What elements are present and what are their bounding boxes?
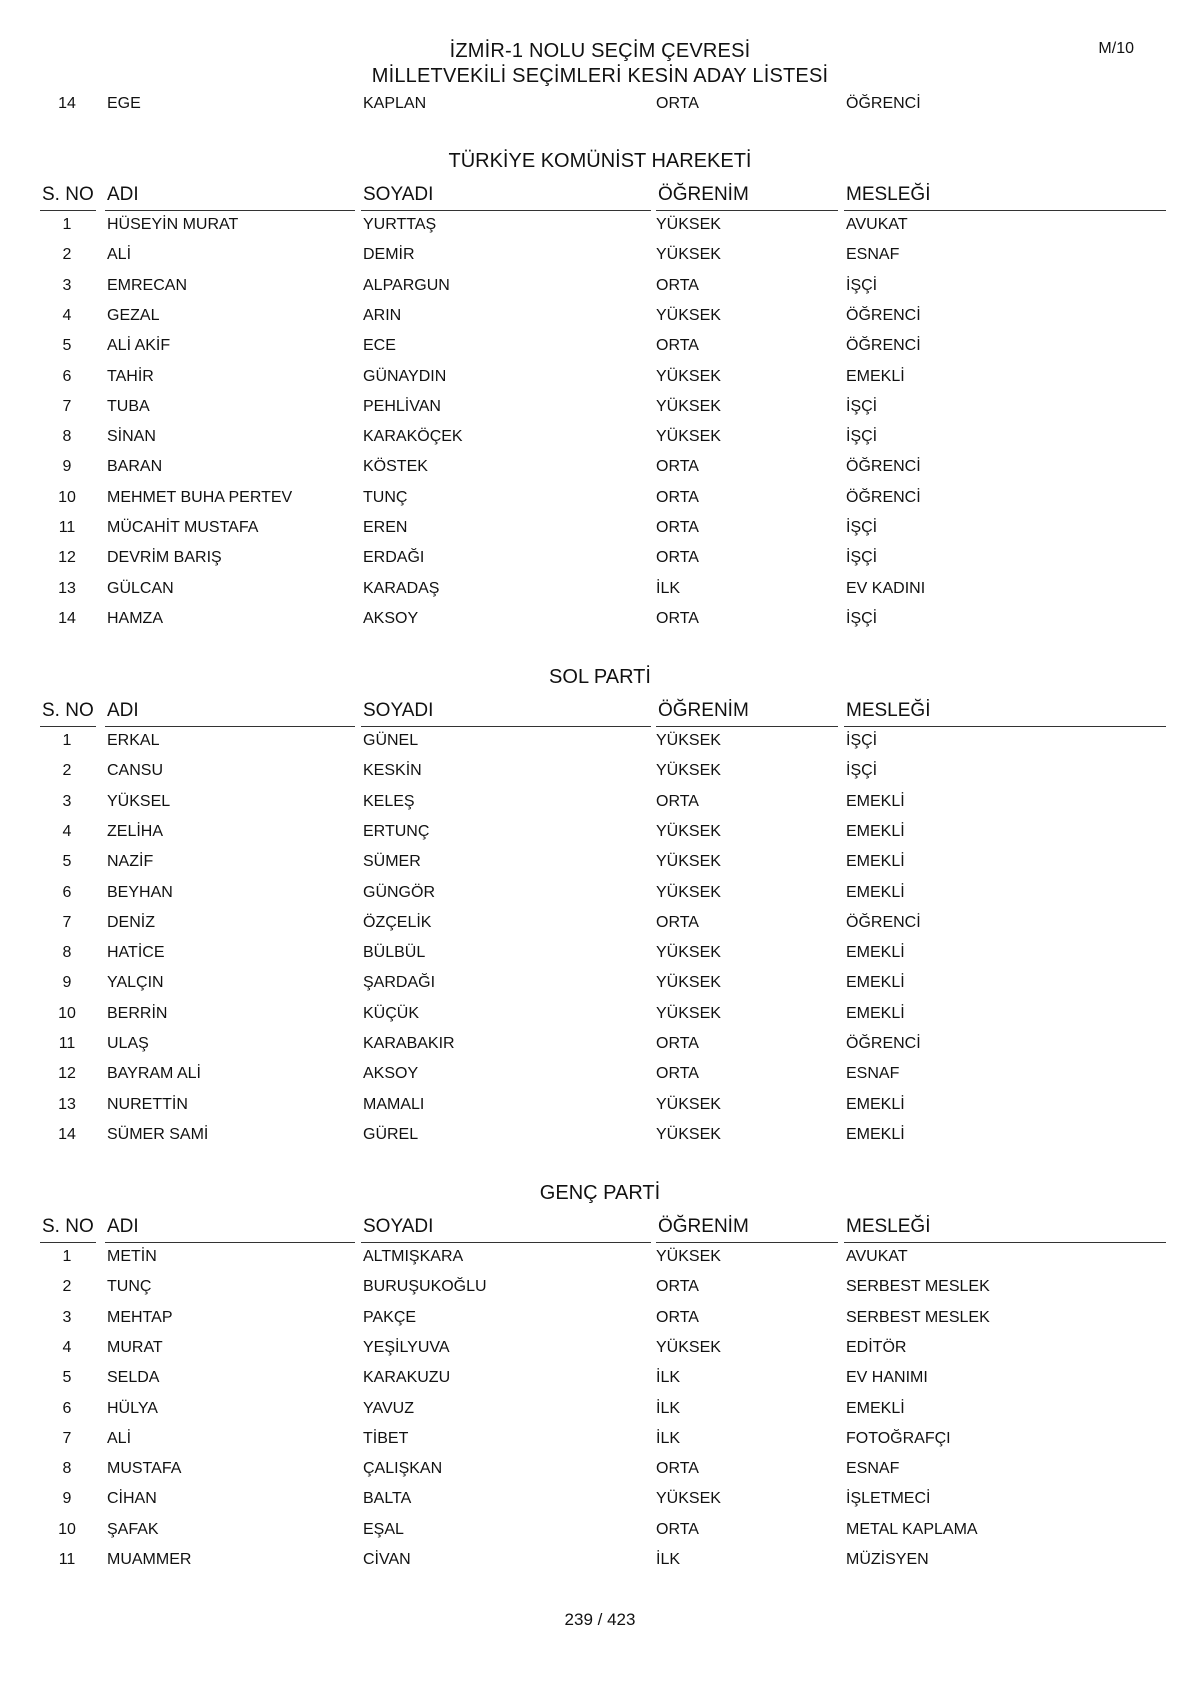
table-row — [0, 1309, 1200, 1331]
first-name-cell: MÜCAHİT MUSTAFA — [107, 519, 259, 536]
first-name-cell: SELDA — [107, 1369, 160, 1387]
table-row — [0, 1248, 1200, 1270]
header-underline — [361, 210, 651, 211]
surname-cell: ALTMIŞKARA — [363, 1248, 464, 1265]
surname-cell: ÇALIŞKAN — [363, 1460, 443, 1478]
table-row — [0, 549, 1200, 571]
first-name-cell: BEYHAN — [107, 883, 173, 901]
first-name-cell: GÜLCAN — [107, 579, 174, 597]
education-cell: YÜKSEK — [656, 428, 721, 446]
profession-cell: İŞÇİ — [846, 276, 878, 294]
sno-cell: 1 — [62, 1248, 72, 1265]
header-underline — [844, 210, 1166, 211]
surname-cell: KÖSTEK — [363, 458, 428, 476]
table-row — [0, 489, 1200, 511]
first-name-cell: MURAT — [107, 1338, 163, 1356]
profession-cell: ÖĞRENCİ — [846, 337, 921, 355]
first-name-cell: TAHİR — [107, 367, 154, 385]
table-row — [0, 519, 1200, 541]
table-row — [0, 1490, 1200, 1512]
column-header-name: ADI — [107, 700, 139, 721]
table-header — [0, 700, 1200, 728]
party-title: TÜRKİYE KOMÜNİST HAREKETİ — [448, 150, 752, 172]
table-row — [0, 1460, 1200, 1482]
surname-cell: TUNÇ — [363, 488, 408, 506]
surname-cell: KARAKUZU — [363, 1369, 451, 1387]
first-name-cell: DEVRİM BARIŞ — [107, 549, 222, 567]
profession-cell: METAL KAPLAMA — [846, 1520, 978, 1538]
profession-cell: ÖĞRENCİ — [846, 95, 921, 112]
education-cell: YÜKSEK — [656, 944, 721, 962]
sno-cell: 10 — [58, 1520, 76, 1538]
surname-cell: AKSOY — [363, 609, 419, 627]
profession-cell: ESNAF — [846, 1460, 900, 1478]
header-underline — [844, 1242, 1166, 1243]
document-title: İZMİR-1 NOLU SEÇİM ÇEVRESİ — [449, 40, 751, 62]
table-row — [0, 914, 1200, 936]
profession-cell: SERBEST MESLEK — [846, 1308, 990, 1326]
first-name-cell: ERKAL — [107, 732, 160, 749]
surname-cell: KÜÇÜK — [363, 1004, 420, 1022]
table-row — [0, 1035, 1200, 1057]
first-name-cell: SÜMER SAMİ — [107, 1125, 209, 1143]
first-name-cell: NURETTİN — [107, 1095, 188, 1113]
surname-cell: EŞAL — [363, 1520, 404, 1538]
sno-cell: 10 — [58, 1004, 76, 1022]
header-underline — [361, 726, 651, 727]
first-name-cell: CANSU — [107, 762, 164, 780]
party-title: GENÇ PARTİ — [539, 1182, 661, 1204]
surname-cell: TİBET — [363, 1429, 409, 1447]
profession-cell: EV HANIMI — [846, 1369, 928, 1387]
header-underline — [40, 726, 96, 727]
education-cell: ORTA — [656, 1065, 699, 1083]
profession-cell: İŞÇİ — [846, 609, 878, 627]
sno-cell: 2 — [62, 1278, 72, 1296]
surname-cell: KARAKÖÇEK — [363, 428, 463, 446]
document-subtitle: MİLLETVEKİLİ SEÇİMLERİ KESİN ADAY LİSTESİ — [371, 65, 829, 87]
first-name-cell: BARAN — [107, 458, 163, 476]
surname-cell: MAMALI — [363, 1095, 425, 1113]
education-cell: İLK — [656, 1399, 681, 1417]
education-cell: YÜKSEK — [656, 883, 721, 901]
table-row — [0, 762, 1200, 784]
first-name-cell: HATİCE — [107, 944, 165, 962]
first-name-cell: ŞAFAK — [107, 1520, 159, 1538]
table-row — [0, 1005, 1200, 1027]
profession-cell: İŞÇİ — [846, 732, 878, 749]
profession-cell: EV KADINI — [846, 579, 926, 597]
column-header-profession: MESLEĞİ — [846, 184, 931, 205]
surname-cell: DEMİR — [363, 246, 415, 264]
sno-cell: 8 — [62, 428, 72, 446]
surname-cell: SÜMER — [363, 853, 421, 871]
education-cell: ORTA — [656, 519, 699, 536]
sno-cell: 12 — [58, 549, 76, 567]
education-cell: ORTA — [656, 95, 699, 112]
first-name-cell: ALİ — [107, 246, 132, 264]
sno-cell: 11 — [58, 519, 76, 536]
education-cell: YÜKSEK — [656, 1490, 721, 1508]
sno-cell: 10 — [58, 488, 76, 506]
sno-cell: 3 — [62, 276, 72, 294]
first-name-cell: ULAŞ — [107, 1035, 149, 1052]
profession-cell: AVUKAT — [846, 216, 908, 233]
surname-cell: BÜLBÜL — [363, 944, 426, 962]
column-header-surname: SOYADI — [363, 700, 434, 721]
education-cell: ORTA — [656, 1308, 699, 1326]
profession-cell: ÖĞRENCİ — [846, 488, 921, 506]
sno-cell: 4 — [62, 1338, 72, 1356]
table-row — [0, 1400, 1200, 1422]
profession-cell: ÖĞRENCİ — [846, 458, 921, 476]
first-name-cell: SİNAN — [107, 428, 156, 446]
profession-cell: EMEKLİ — [846, 1125, 905, 1143]
profession-cell: EMEKLİ — [846, 822, 905, 840]
header-underline — [40, 1242, 96, 1243]
first-name-cell: DENİZ — [107, 913, 155, 931]
table-row — [0, 458, 1200, 480]
sno-cell: 6 — [62, 883, 72, 901]
profession-cell: EDİTÖR — [846, 1338, 907, 1356]
table-row — [0, 853, 1200, 875]
table-row — [0, 1551, 1200, 1573]
first-name-cell: MUAMMER — [107, 1551, 192, 1568]
education-cell: ORTA — [656, 337, 699, 355]
table-row — [0, 944, 1200, 966]
first-name-cell: GEZAL — [107, 306, 160, 324]
table-row — [0, 732, 1200, 754]
education-cell: ORTA — [656, 792, 699, 810]
education-cell: YÜKSEK — [656, 974, 721, 992]
education-cell: YÜKSEK — [656, 1125, 721, 1143]
profession-cell: EMEKLİ — [846, 944, 905, 962]
education-cell: YÜKSEK — [656, 397, 721, 415]
surname-cell: KAPLAN — [363, 95, 427, 112]
first-name-cell: CİHAN — [107, 1490, 157, 1508]
column-header-sno: S. NO — [42, 184, 94, 205]
first-name-cell: MUSTAFA — [107, 1460, 182, 1478]
education-cell: İLK — [656, 1429, 681, 1447]
header-underline — [361, 1242, 651, 1243]
first-name-cell: BAYRAM ALİ — [107, 1065, 201, 1083]
table-row — [0, 398, 1200, 420]
table-row — [0, 1430, 1200, 1452]
profession-cell: MÜZİSYEN — [846, 1551, 929, 1568]
surname-cell: BURUŞUKOĞLU — [363, 1278, 487, 1296]
education-cell: YÜKSEK — [656, 1338, 721, 1356]
surname-cell: ALPARGUN — [363, 276, 450, 294]
profession-cell: EMEKLİ — [846, 1399, 905, 1417]
sno-cell: 7 — [62, 397, 72, 415]
profession-cell: ÖĞRENCİ — [846, 1035, 921, 1052]
education-cell: ORTA — [656, 913, 699, 931]
surname-cell: KARADAŞ — [363, 579, 440, 597]
table-header — [0, 1216, 1200, 1244]
sno-cell: 13 — [58, 1095, 76, 1113]
profession-cell: SERBEST MESLEK — [846, 1278, 990, 1296]
profession-cell: EMEKLİ — [846, 1095, 905, 1113]
surname-cell: GÜNEL — [363, 732, 419, 749]
first-name-cell: BERRİN — [107, 1004, 168, 1022]
education-cell: YÜKSEK — [656, 306, 721, 324]
profession-cell: EMEKLİ — [846, 367, 905, 385]
education-cell: İLK — [656, 1551, 681, 1568]
table-row — [0, 337, 1200, 359]
profession-cell: ÖĞRENCİ — [846, 306, 921, 324]
column-header-profession: MESLEĞİ — [846, 700, 931, 721]
party-title: SOL PARTİ — [549, 666, 651, 688]
first-name-cell: TUBA — [107, 397, 150, 415]
education-cell: YÜKSEK — [656, 1095, 721, 1113]
column-header-sno: S. NO — [42, 1216, 94, 1237]
profession-cell: ESNAF — [846, 1065, 900, 1083]
sno-cell: 3 — [62, 792, 72, 810]
sno-cell: 14 — [58, 1125, 76, 1143]
education-cell: ORTA — [656, 488, 699, 506]
sno-cell: 2 — [62, 762, 72, 780]
sno-cell: 7 — [62, 913, 72, 931]
surname-cell: ECE — [363, 337, 396, 355]
surname-cell: ARIN — [363, 306, 402, 324]
surname-cell: ERTUNÇ — [363, 822, 430, 840]
first-name-cell: HÜSEYİN MURAT — [107, 216, 239, 233]
header-underline — [105, 1242, 355, 1243]
sno-cell: 9 — [62, 1490, 72, 1508]
education-cell: İLK — [656, 579, 681, 597]
table-row — [0, 246, 1200, 268]
column-header-name: ADI — [107, 1216, 139, 1237]
profession-cell: İŞÇİ — [846, 397, 878, 415]
surname-cell: PAKÇE — [363, 1308, 417, 1326]
profession-cell: İŞÇİ — [846, 762, 878, 780]
education-cell: YÜKSEK — [656, 1004, 721, 1022]
table-row — [0, 428, 1200, 450]
sno-cell: 3 — [62, 1308, 72, 1326]
page-code: M/10 — [1098, 40, 1134, 57]
surname-cell: KARABAKIR — [363, 1035, 455, 1052]
first-name-cell: HAMZA — [107, 609, 163, 627]
sno-cell: 13 — [58, 579, 76, 597]
surname-cell: YAVUZ — [363, 1399, 414, 1417]
table-row — [0, 1339, 1200, 1361]
profession-cell: İŞLETMECİ — [846, 1490, 931, 1508]
first-name-cell: EGE — [107, 95, 141, 112]
sno-cell: 1 — [62, 216, 72, 233]
surname-cell: YURTTAŞ — [363, 216, 437, 233]
table-row — [0, 277, 1200, 299]
education-cell: ORTA — [656, 1520, 699, 1538]
sno-cell: 14 — [58, 95, 76, 112]
table-row — [0, 1521, 1200, 1543]
header-underline — [40, 210, 96, 211]
sno-cell: 9 — [62, 974, 72, 992]
table-row — [0, 1369, 1200, 1391]
education-cell: YÜKSEK — [656, 762, 721, 780]
sno-cell: 2 — [62, 246, 72, 264]
education-cell: YÜKSEK — [656, 1248, 721, 1265]
first-name-cell: ALİ — [107, 1429, 132, 1447]
sno-cell: 6 — [62, 1399, 72, 1417]
surname-cell: GÜREL — [363, 1125, 419, 1143]
profession-cell: ÖĞRENCİ — [846, 913, 921, 931]
sno-cell: 9 — [62, 458, 72, 476]
sno-cell: 5 — [62, 853, 72, 871]
column-header-surname: SOYADI — [363, 1216, 434, 1237]
profession-cell: AVUKAT — [846, 1248, 908, 1265]
sno-cell: 12 — [58, 1065, 76, 1083]
table-row — [0, 823, 1200, 845]
first-name-cell: EMRECAN — [107, 276, 188, 294]
education-cell: YÜKSEK — [656, 367, 721, 385]
table-row — [0, 1065, 1200, 1087]
education-cell: ORTA — [656, 1278, 699, 1296]
education-cell: YÜKSEK — [656, 246, 721, 264]
profession-cell: FOTOĞRAFÇI — [846, 1429, 951, 1447]
table-row — [0, 1126, 1200, 1148]
column-header-sno: S. NO — [42, 700, 94, 721]
table-row — [0, 580, 1200, 602]
first-name-cell: ALİ AKİF — [107, 337, 171, 355]
table-row — [0, 884, 1200, 906]
column-header-education: ÖĞRENİM — [658, 700, 749, 721]
surname-cell: GÜNAYDIN — [363, 367, 447, 385]
surname-cell: PEHLİVAN — [363, 397, 441, 415]
surname-cell: AKSOY — [363, 1065, 419, 1083]
surname-cell: ŞARDAĞI — [363, 974, 436, 992]
sno-cell: 5 — [62, 1369, 72, 1387]
profession-cell: İŞÇİ — [846, 549, 878, 567]
first-name-cell: HÜLYA — [107, 1399, 158, 1417]
profession-cell: İŞÇİ — [846, 519, 878, 536]
table-header — [0, 184, 1200, 212]
surname-cell: KESKİN — [363, 762, 422, 780]
education-cell: ORTA — [656, 1035, 699, 1052]
first-name-cell: METİN — [107, 1248, 157, 1265]
header-underline — [844, 726, 1166, 727]
first-name-cell: MEHMET BUHA PERTEV — [107, 488, 293, 506]
sno-cell: 1 — [62, 732, 72, 749]
surname-cell: BALTA — [363, 1490, 412, 1508]
education-cell: ORTA — [656, 1460, 699, 1478]
profession-cell: EMEKLİ — [846, 974, 905, 992]
first-name-cell: NAZİF — [107, 853, 154, 871]
column-header-name: ADI — [107, 184, 139, 205]
education-cell: YÜKSEK — [656, 732, 721, 749]
first-name-cell: TUNÇ — [107, 1278, 152, 1296]
sno-cell: 8 — [62, 1460, 72, 1478]
profession-cell: EMEKLİ — [846, 1004, 905, 1022]
column-header-surname: SOYADI — [363, 184, 434, 205]
column-header-education: ÖĞRENİM — [658, 184, 749, 205]
sno-cell: 7 — [62, 1429, 72, 1447]
education-cell: ORTA — [656, 276, 699, 294]
sno-cell: 11 — [58, 1551, 76, 1568]
profession-cell: ESNAF — [846, 246, 900, 264]
sno-cell: 14 — [58, 609, 76, 627]
surname-cell: ERDAĞI — [363, 549, 425, 567]
surname-cell: YEŞİLYUVA — [363, 1338, 450, 1356]
page-number: 239 / 423 — [564, 1610, 636, 1629]
table-row — [0, 1096, 1200, 1118]
header-underline — [105, 726, 355, 727]
surname-cell: EREN — [363, 519, 408, 536]
profession-cell: EMEKLİ — [846, 883, 905, 901]
table-row — [0, 610, 1200, 632]
surname-cell: CİVAN — [363, 1551, 411, 1568]
profession-cell: EMEKLİ — [846, 853, 905, 871]
column-header-profession: MESLEĞİ — [846, 1216, 931, 1237]
column-header-education: ÖĞRENİM — [658, 1216, 749, 1237]
table-row — [0, 368, 1200, 390]
surname-cell: ÖZÇELİK — [363, 913, 432, 931]
sno-cell: 5 — [62, 337, 72, 355]
first-name-cell: YALÇIN — [107, 974, 164, 992]
education-cell: ORTA — [656, 549, 699, 567]
header-underline — [656, 726, 838, 727]
header-underline — [105, 210, 355, 211]
table-row — [0, 216, 1200, 238]
sno-cell: 4 — [62, 822, 72, 840]
surname-cell: KELEŞ — [363, 792, 415, 810]
surname-cell: GÜNGÖR — [363, 883, 435, 901]
table-row — [0, 793, 1200, 815]
first-name-cell: YÜKSEL — [107, 792, 171, 810]
sno-cell: 8 — [62, 944, 72, 962]
header-underline — [656, 210, 838, 211]
sno-cell: 6 — [62, 367, 72, 385]
profession-cell: EMEKLİ — [846, 792, 905, 810]
table-row — [0, 974, 1200, 996]
education-cell: YÜKSEK — [656, 853, 721, 871]
table-row — [0, 95, 1200, 117]
profession-cell: İŞÇİ — [846, 428, 878, 446]
sno-cell: 11 — [58, 1035, 76, 1052]
education-cell: ORTA — [656, 609, 699, 627]
education-cell: İLK — [656, 1369, 681, 1387]
education-cell: ORTA — [656, 458, 699, 476]
sno-cell: 4 — [62, 306, 72, 324]
first-name-cell: MEHTAP — [107, 1308, 173, 1326]
table-row — [0, 307, 1200, 329]
table-row — [0, 1278, 1200, 1300]
education-cell: YÜKSEK — [656, 822, 721, 840]
education-cell: YÜKSEK — [656, 216, 721, 233]
first-name-cell: ZELİHA — [107, 822, 164, 840]
header-underline — [656, 1242, 838, 1243]
